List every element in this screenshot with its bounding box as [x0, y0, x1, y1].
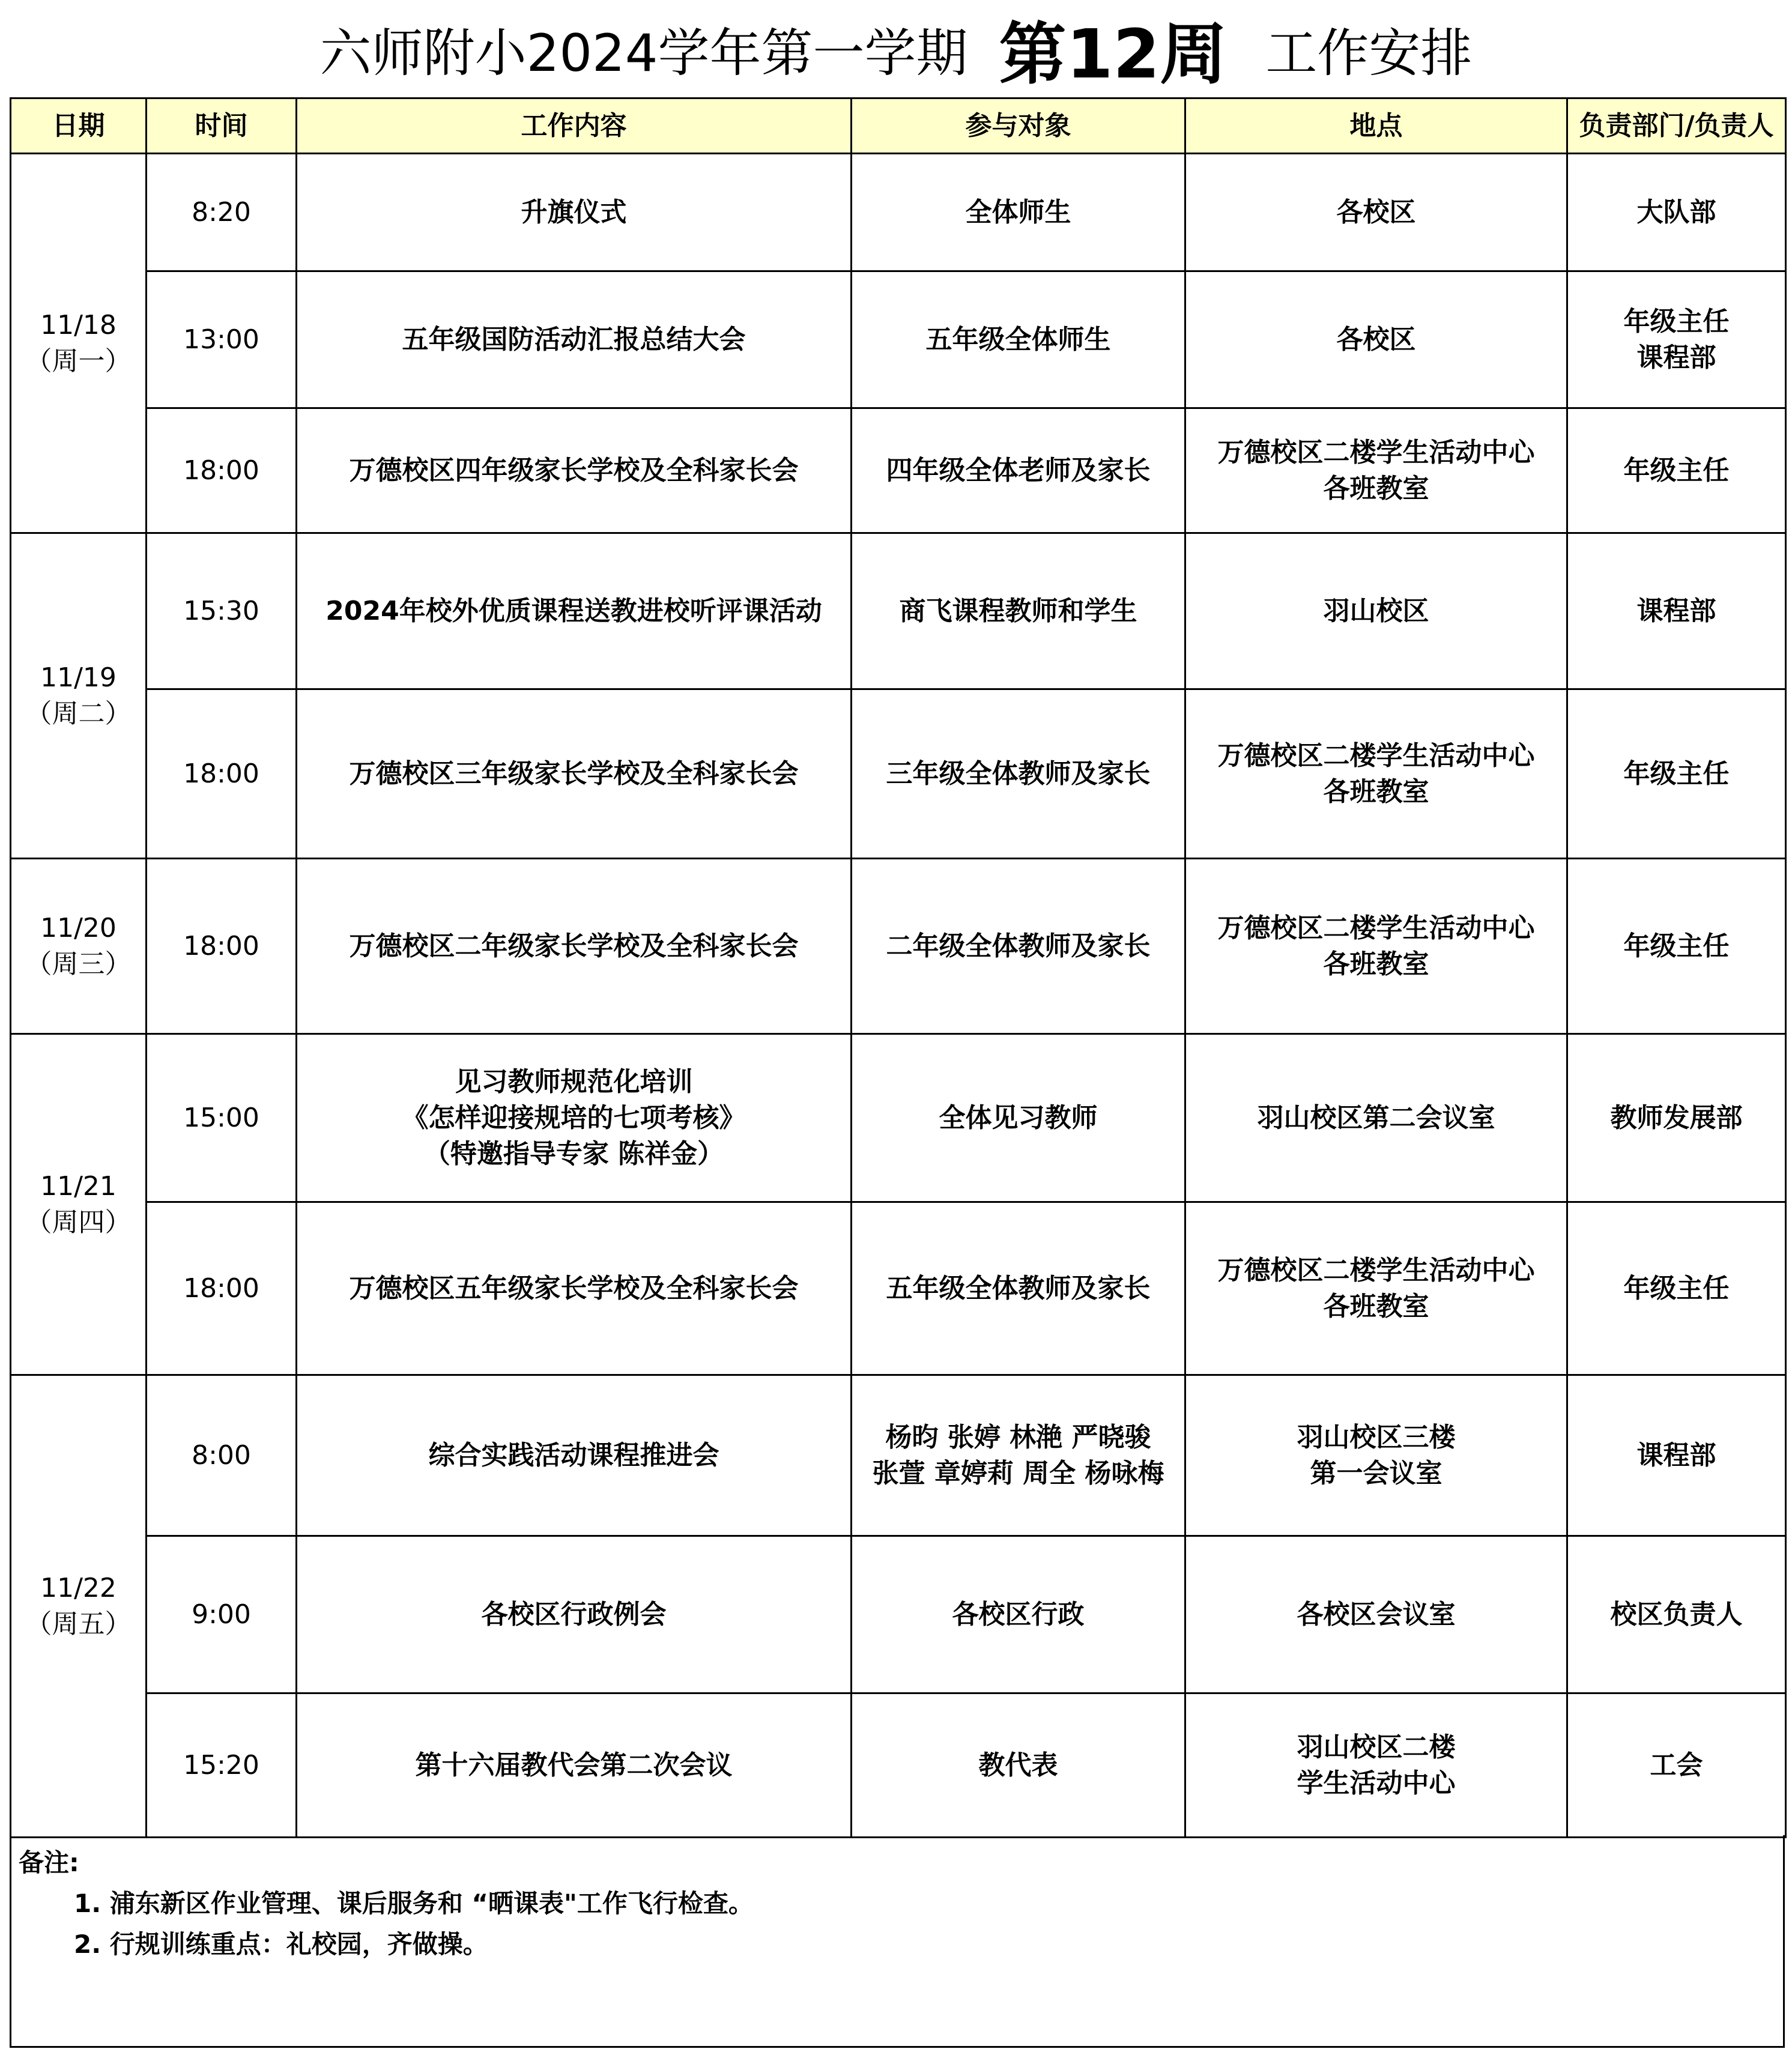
header-location: 地点 [1185, 98, 1567, 154]
time-cell: 18:00 [147, 859, 297, 1034]
table-row [11, 1693, 1786, 1838]
location-cell: 羽山校区二楼 学生活动中心 [1185, 1693, 1567, 1838]
date-cell-wed: 11/20 （周三） [11, 859, 147, 1034]
content-cell: 各校区行政例会 [297, 1536, 852, 1693]
notes-section [10, 1835, 1785, 2048]
dept-cell: 教师发展部 [1567, 1034, 1786, 1202]
header-dept: 负责部门/负责人 [1567, 98, 1786, 154]
title-week: 第12周 [999, 15, 1227, 94]
participants-cell: 教代表 [852, 1693, 1185, 1838]
table-row [11, 1375, 1786, 1536]
dept-cell: 年级主任 [1567, 408, 1786, 533]
participants-cell: 各校区行政 [852, 1536, 1185, 1693]
participants-cell: 二年级全体教师及家长 [852, 859, 1185, 1034]
time-cell: 9:00 [147, 1536, 297, 1693]
table-row [11, 859, 1786, 1034]
participants-cell: 三年级全体教师及家长 [852, 689, 1185, 859]
time-cell: 13:00 [147, 271, 297, 408]
time-cell: 15:20 [147, 1693, 297, 1838]
header-row [11, 98, 1786, 154]
header-participants: 参与对象 [852, 98, 1185, 154]
table-row [11, 154, 1786, 271]
participants-cell: 四年级全体老师及家长 [852, 408, 1185, 533]
location-cell: 万德校区二楼学生活动中心 各班教室 [1185, 1202, 1567, 1375]
location-cell: 万德校区二楼学生活动中心 各班教室 [1185, 408, 1567, 533]
time-cell: 18:00 [147, 1202, 297, 1375]
dept-cell: 大队部 [1567, 154, 1786, 271]
location-cell: 各校区 [1185, 154, 1567, 271]
note-item: 2. 行规训练重点：礼校园，齐做操。 [74, 1929, 488, 1959]
content-cell: 综合实践活动课程推进会 [297, 1375, 852, 1536]
participants-cell: 全体见习教师 [852, 1034, 1185, 1202]
time-cell: 18:00 [147, 408, 297, 533]
time-cell: 15:00 [147, 1034, 297, 1202]
dept-cell: 课程部 [1567, 1375, 1786, 1536]
location-cell: 各校区 [1185, 271, 1567, 408]
dept-cell: 年级主任 [1567, 859, 1786, 1034]
dept-cell: 年级主任 [1567, 1202, 1786, 1375]
note-item: 1. 浦东新区作业管理、课后服务和 “晒课表"工作飞行检查。 [74, 1889, 754, 1918]
time-cell: 8:20 [147, 154, 297, 271]
time-cell: 8:00 [147, 1375, 297, 1536]
content-cell: 万德校区四年级家长学校及全科家长会 [297, 408, 852, 533]
date-cell-tue: 11/19 （周二） [11, 533, 147, 859]
dept-cell: 校区负责人 [1567, 1536, 1786, 1693]
schedule-table [10, 97, 1787, 1838]
content-cell: 见习教师规范化培训 《怎样迎接规培的七项考核》 （特邀指导专家 陈祥金） [297, 1034, 852, 1202]
table-row [11, 533, 1786, 689]
content-cell: 2024年校外优质课程送教进校听评课活动 [297, 533, 852, 689]
location-cell: 羽山校区三楼 第一会议室 [1185, 1375, 1567, 1536]
table-row [11, 1202, 1786, 1375]
participants-cell: 杨昀 张婷 林滟 严晓骏 张萱 章婷莉 周全 杨咏梅 [852, 1375, 1185, 1536]
content-cell: 万德校区二年级家长学校及全科家长会 [297, 859, 852, 1034]
location-cell: 万德校区二楼学生活动中心 各班教室 [1185, 859, 1567, 1034]
time-cell: 15:30 [147, 533, 297, 689]
participants-cell: 商飞课程教师和学生 [852, 533, 1185, 689]
notes-label: 备注: [19, 1848, 79, 1877]
date-cell-mon: 11/18 （周一） [11, 154, 147, 533]
content-cell: 升旗仪式 [297, 154, 852, 271]
dept-cell: 工会 [1567, 1693, 1786, 1838]
title-school-term: 六师附小2024学年第一学期 [319, 23, 968, 83]
participants-cell: 五年级全体教师及家长 [852, 1202, 1185, 1375]
dept-cell: 课程部 [1567, 533, 1786, 689]
date-cell-thu: 11/21 （周四） [11, 1034, 147, 1375]
content-cell: 万德校区三年级家长学校及全科家长会 [297, 689, 852, 859]
location-cell: 万德校区二楼学生活动中心 各班教室 [1185, 689, 1567, 859]
content-cell: 万德校区五年级家长学校及全科家长会 [297, 1202, 852, 1375]
content-cell: 五年级国防活动汇报总结大会 [297, 271, 852, 408]
participants-cell: 全体师生 [852, 154, 1185, 271]
title-subtitle: 工作安排 [1265, 23, 1473, 83]
date-cell-fri: 11/22 （周五） [11, 1375, 147, 1838]
table-row [11, 271, 1786, 408]
page-title [0, 0, 1792, 97]
participants-cell: 五年级全体师生 [852, 271, 1185, 408]
table-row [11, 1034, 1786, 1202]
header-date: 日期 [11, 98, 147, 154]
header-time: 时间 [147, 98, 297, 154]
table-row [11, 1536, 1786, 1693]
time-cell: 18:00 [147, 689, 297, 859]
table-row [11, 408, 1786, 533]
header-content: 工作内容 [297, 98, 852, 154]
table-row [11, 689, 1786, 859]
location-cell: 各校区会议室 [1185, 1536, 1567, 1693]
dept-cell: 年级主任 课程部 [1567, 271, 1786, 408]
location-cell: 羽山校区 [1185, 533, 1567, 689]
content-cell: 第十六届教代会第二次会议 [297, 1693, 852, 1838]
dept-cell: 年级主任 [1567, 689, 1786, 859]
location-cell: 羽山校区第二会议室 [1185, 1034, 1567, 1202]
